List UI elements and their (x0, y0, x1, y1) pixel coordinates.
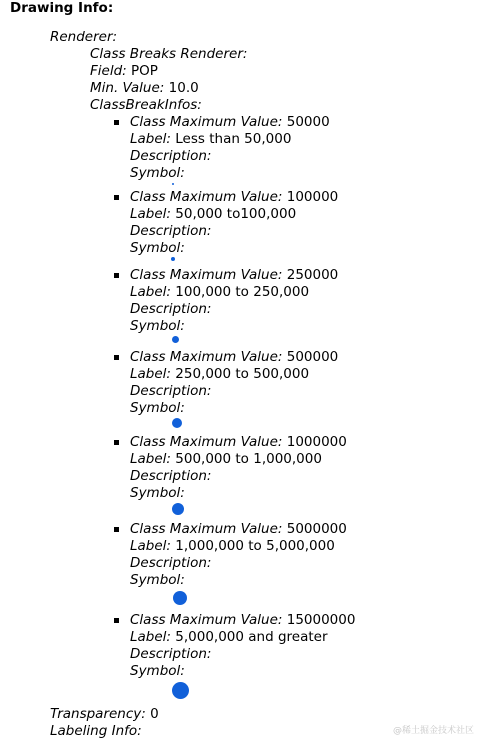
class-max-value-row (130, 612, 355, 629)
field-label: Field: (90, 63, 127, 79)
list-bullet (114, 440, 119, 445)
list-bullet (114, 120, 119, 125)
class-max-value-row (130, 349, 338, 366)
class-symbol-row (130, 240, 185, 257)
class-description-label: Description: (130, 148, 212, 164)
renderer-label: Renderer: (50, 29, 118, 45)
class-max-value-row (130, 267, 338, 284)
class-max-value-label: Class Maximum Value: (130, 267, 283, 283)
class-max-value-row (130, 114, 330, 131)
class-description-row (130, 301, 211, 318)
symbol-circle-icon (172, 336, 179, 343)
class-symbol-row (130, 165, 185, 182)
class-label-label: Label: (130, 131, 171, 147)
class-label-value: 500,000 to 1,000,000 (175, 451, 322, 467)
class-max-value-label: Class Maximum Value: (130, 349, 283, 365)
class-max-value-value: 500000 (286, 349, 339, 365)
class-symbol-label: Symbol: (130, 165, 185, 181)
list-bullet (114, 195, 119, 200)
transparency-row (50, 706, 159, 723)
class-max-value-value: 1000000 (286, 434, 347, 450)
min-value-value: 10.0 (168, 80, 199, 96)
class-max-value-row (130, 521, 347, 538)
class-max-value-label: Class Maximum Value: (130, 189, 283, 205)
symbol-circle-icon (172, 183, 174, 185)
watermark: @稀土掘金技术社区 (392, 726, 474, 736)
drawing-info-heading: Drawing Info: (10, 0, 114, 16)
class-label-label: Label: (130, 538, 171, 554)
class-max-value-row (130, 434, 347, 451)
class-label-row (130, 284, 309, 301)
class-symbol-row (130, 318, 185, 335)
symbol-circle-icon (173, 591, 187, 605)
class-symbol-label: Symbol: (130, 663, 185, 679)
class-description-row (130, 383, 211, 400)
class-description-label: Description: (130, 223, 212, 239)
class-description-row (130, 148, 211, 165)
list-bullet (114, 355, 119, 360)
class-label-value: 50,000 to100,000 (175, 206, 297, 222)
class-symbol-row (130, 663, 185, 680)
class-max-value-label: Class Maximum Value: (130, 114, 283, 130)
class-symbol-row (130, 400, 185, 417)
class-max-value-row (130, 189, 338, 206)
class-max-value-value: 5000000 (286, 521, 347, 537)
list-bullet (114, 273, 119, 278)
class-label-label: Label: (130, 206, 171, 222)
class-description-row (130, 223, 211, 240)
list-bullet (114, 527, 119, 532)
symbol-circle-icon (172, 682, 189, 699)
symbol-circle-icon (172, 503, 184, 515)
symbol-circle-icon (171, 257, 175, 261)
class-description-row (130, 555, 211, 572)
class-symbol-label: Symbol: (130, 240, 185, 256)
class-label-label: Label: (130, 366, 171, 382)
class-description-label: Description: (130, 383, 212, 399)
class-max-value-value: 250000 (286, 267, 339, 283)
renderer-type: Class Breaks Renderer: (90, 46, 248, 62)
class-description-label: Description: (130, 468, 212, 484)
class-description-label: Description: (130, 646, 212, 662)
class-max-value-label: Class Maximum Value: (130, 612, 283, 628)
class-label-row (130, 366, 309, 383)
class-label-row (130, 206, 296, 223)
class-symbol-row (130, 572, 185, 589)
class-max-value-value: 100000 (286, 189, 339, 205)
class-label-row (130, 451, 322, 468)
min-value-label: Min. Value: (90, 80, 165, 96)
class-label-value: Less than 50,000 (175, 131, 292, 147)
class-label-row (130, 538, 335, 555)
transparency-value: 0 (150, 706, 159, 722)
class-label-label: Label: (130, 284, 171, 300)
field-row (90, 63, 158, 80)
class-symbol-label: Symbol: (130, 485, 185, 501)
class-label-row (130, 131, 291, 148)
class-label-value: 100,000 to 250,000 (175, 284, 310, 300)
class-symbol-label: Symbol: (130, 318, 185, 334)
class-label-value: 5,000,000 and greater (175, 629, 328, 645)
class-max-value-value: 50000 (286, 114, 330, 130)
class-description-row (130, 468, 211, 485)
class-label-value: 250,000 to 500,000 (175, 366, 310, 382)
min-value-row (90, 80, 199, 97)
class-label-label: Label: (130, 451, 171, 467)
class-label-value: 1,000,000 to 5,000,000 (175, 538, 335, 554)
field-value: POP (131, 63, 158, 79)
class-max-value-value: 15000000 (286, 612, 356, 628)
class-description-label: Description: (130, 555, 212, 571)
class-symbol-label: Symbol: (130, 572, 185, 588)
labeling-info-label: Labeling Info: (50, 723, 142, 739)
class-label-label: Label: (130, 629, 171, 645)
class-max-value-label: Class Maximum Value: (130, 434, 283, 450)
class-label-row (130, 629, 328, 646)
symbol-circle-icon (172, 418, 182, 428)
classbreakinfos-label: ClassBreakInfos: (90, 97, 202, 113)
class-symbol-row (130, 485, 185, 502)
transparency-label: Transparency: (50, 706, 146, 722)
class-symbol-label: Symbol: (130, 400, 185, 416)
class-description-row (130, 646, 211, 663)
class-max-value-label: Class Maximum Value: (130, 521, 283, 537)
list-bullet (114, 618, 119, 623)
class-description-label: Description: (130, 301, 212, 317)
